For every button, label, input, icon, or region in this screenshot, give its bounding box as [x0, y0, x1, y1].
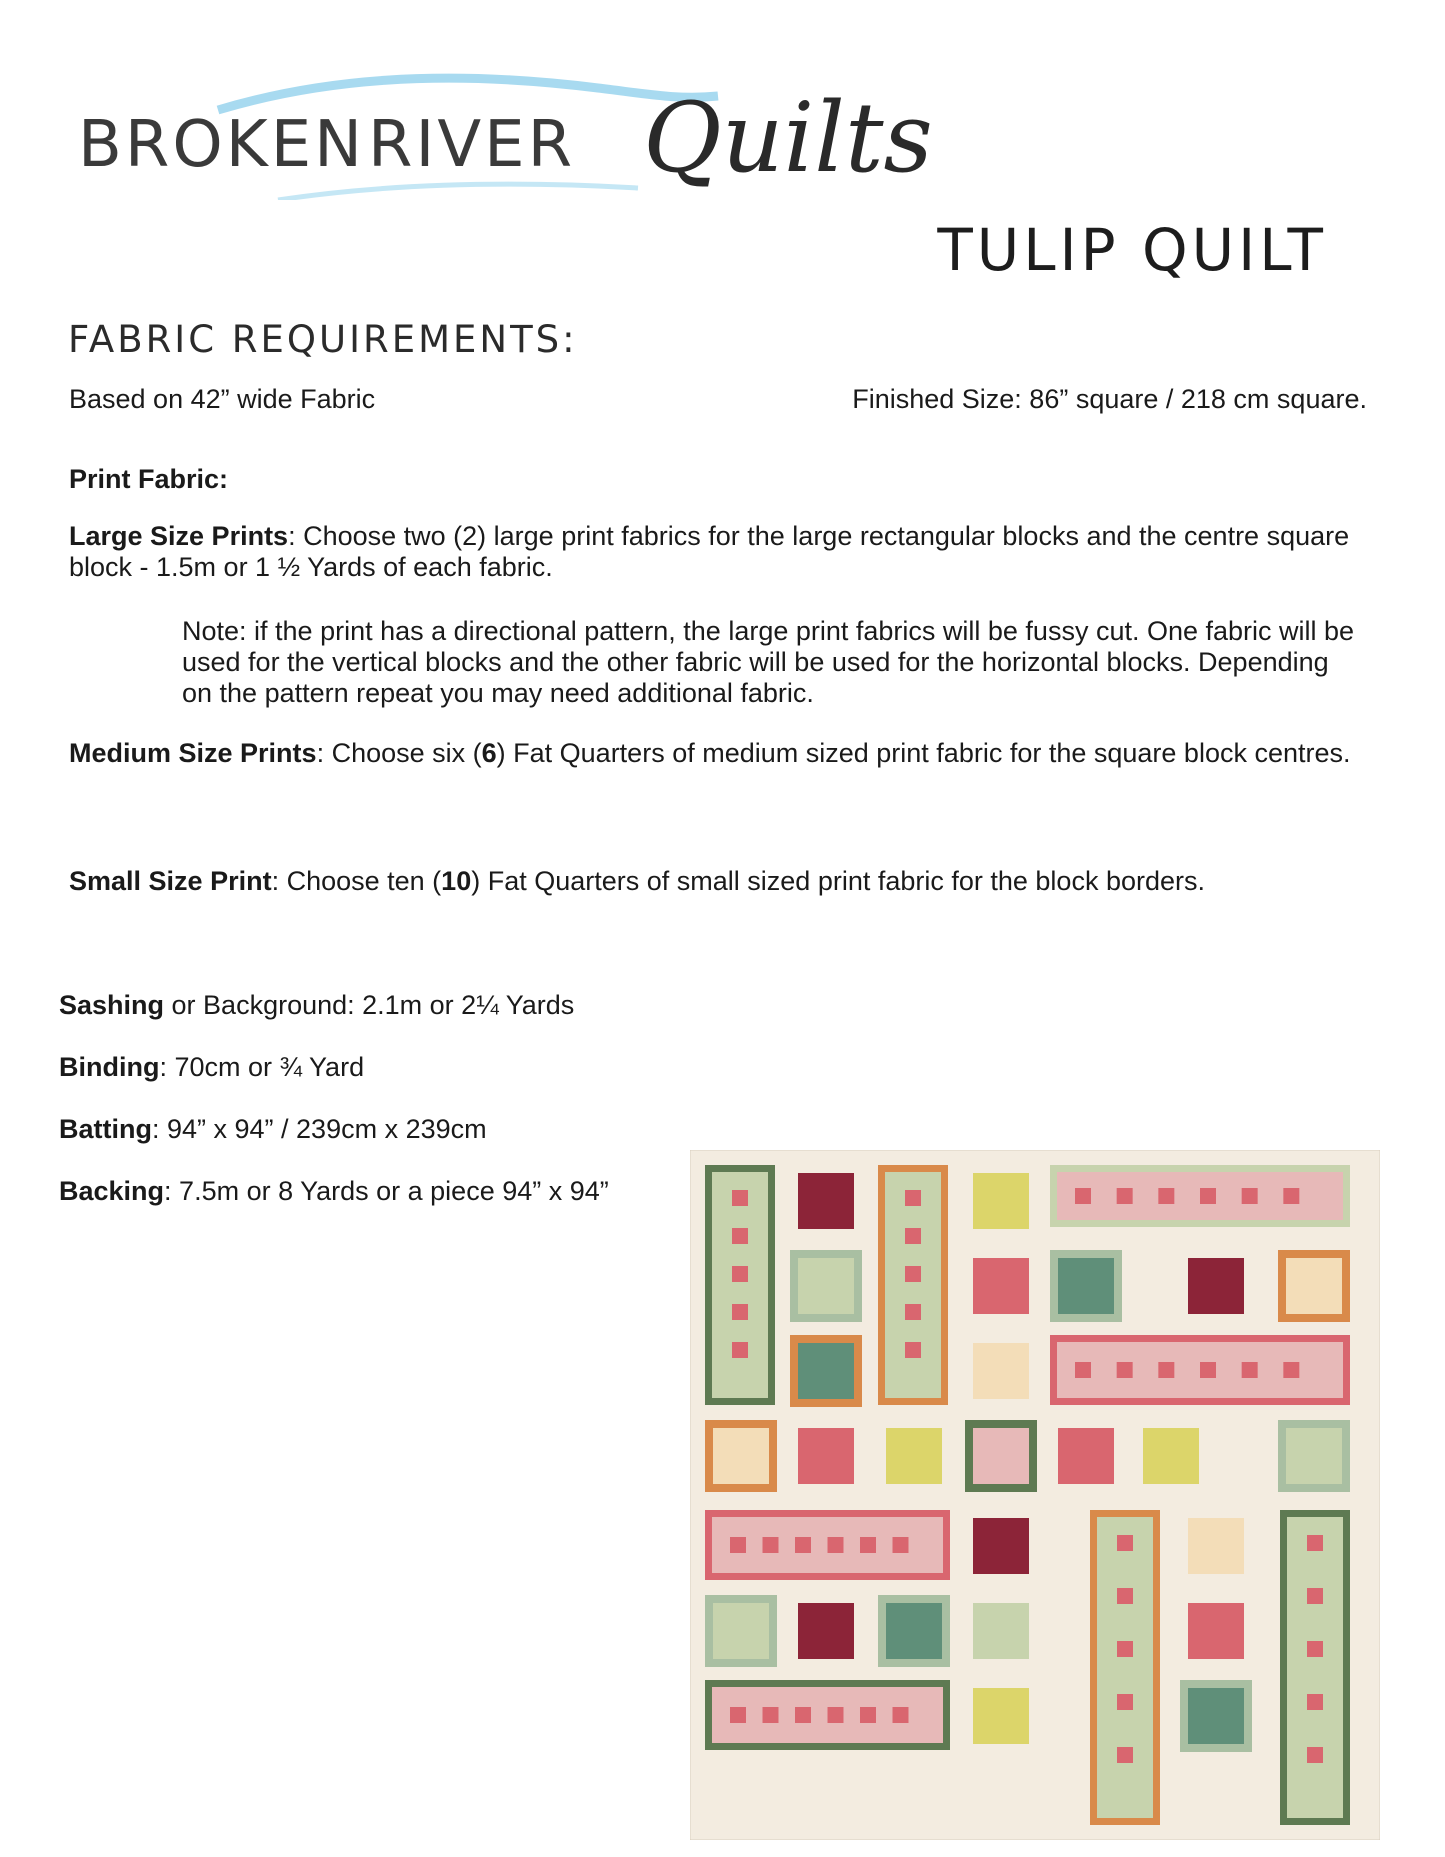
print-fabric-heading: [69, 464, 228, 495]
based-on-text: Based on 42” wide Fabric: [69, 384, 376, 414]
quilt-floral-motif: [1307, 1588, 1323, 1604]
medium-prints-label: Medium Size Prints: [69, 738, 317, 768]
print-fabric-label: Print Fabric:: [69, 464, 229, 494]
quilt-floral-motif: [1307, 1641, 1323, 1657]
quilt-floral-motif: [1200, 1362, 1216, 1378]
quilt-floral-motif: [732, 1266, 748, 1282]
quilt-floral-motif: [1283, 1362, 1299, 1378]
quilt-floral-motif: [763, 1537, 779, 1553]
quilt-floral-motif: [1200, 1188, 1216, 1204]
backing-text: : 7.5m or 8 Yards or a piece 94” x 94”: [164, 1176, 609, 1206]
quilt-floral-motif: [732, 1342, 748, 1358]
quilt-floral-motif: [1307, 1694, 1323, 1710]
quilt-square-center: [713, 1428, 769, 1484]
quilt-illustration: [690, 1150, 1380, 1840]
large-prints-text: : Choose two (2) large print fabrics for the large rectangular blocks and the centre square block - 1.5m or 1 ½ Yards of each fabric.: [69, 521, 1350, 582]
page-title: TULIP QUILT: [937, 216, 1327, 284]
quilt-floral-motif: [1242, 1188, 1258, 1204]
quilt-square-center: [973, 1603, 1029, 1659]
binding-line: [59, 1052, 364, 1083]
quilt-floral-motif: [860, 1537, 876, 1553]
quilt-floral-motif: [828, 1707, 844, 1723]
batting-label: Batting: [59, 1114, 152, 1144]
quilt-floral-motif: [1307, 1747, 1323, 1763]
quilt-square-center: [1188, 1518, 1244, 1574]
medium-prints-text-b: ) Fat Quarters of medium sized print fabric for the square block centres.: [496, 738, 1351, 768]
quilt-floral-motif: [828, 1537, 844, 1553]
medium-prints-text-a: : Choose six (: [316, 738, 482, 768]
small-prints-paragraph: [69, 866, 1389, 897]
sashing-line: [59, 990, 574, 1021]
quilt-floral-motif: [1075, 1362, 1091, 1378]
quilt-floral-motif: [905, 1190, 921, 1206]
quilt-square-center: [1286, 1258, 1342, 1314]
backing-label: Backing: [59, 1176, 165, 1206]
batting-text: : 94” x 94” / 239cm x 239cm: [151, 1114, 487, 1144]
quilt-floral-motif: [1307, 1535, 1323, 1551]
quilt-floral-strip: [1097, 1517, 1153, 1818]
quilt-floral-motif: [905, 1342, 921, 1358]
quilt-floral-motif: [1117, 1588, 1133, 1604]
large-prints-label: Large Size Prints: [69, 521, 289, 551]
quilt-square-center: [973, 1173, 1029, 1229]
quilt-square-center: [973, 1688, 1029, 1744]
quilt-floral-motif: [732, 1304, 748, 1320]
quilt-floral-motif: [905, 1304, 921, 1320]
quilt-floral-motif: [1117, 1188, 1133, 1204]
sashing-label: Sashing: [59, 990, 165, 1020]
quilt-square-center: [973, 1343, 1029, 1399]
quilt-floral-motif: [905, 1228, 921, 1244]
quilt-floral-motif: [1283, 1188, 1299, 1204]
quilt-floral-motif: [732, 1228, 748, 1244]
quilt-square-center: [798, 1173, 854, 1229]
quilt-floral-motif: [795, 1537, 811, 1553]
quilt-square-center: [798, 1603, 854, 1659]
quilt-square-center: [1188, 1688, 1244, 1744]
quilt-floral-motif: [905, 1266, 921, 1282]
small-prints-text-a: : Choose ten (: [271, 866, 442, 896]
sashing-text: or Background: 2.1m or 2¼ Yards: [164, 990, 575, 1020]
small-prints-count: 10: [441, 866, 472, 896]
logo-word-quilts: Quilts: [643, 82, 933, 194]
quilt-floral-motif: [1075, 1188, 1091, 1204]
quilt-floral-motif: [730, 1537, 746, 1553]
quilt-floral-motif: [1158, 1188, 1174, 1204]
quilt-square-center: [973, 1518, 1029, 1574]
binding-text: : 70cm or ¾ Yard: [159, 1052, 365, 1082]
batting-line: [59, 1114, 487, 1145]
quilt-floral-motif: [795, 1707, 811, 1723]
quilt-floral-motif: [763, 1707, 779, 1723]
quilt-floral-motif: [732, 1190, 748, 1206]
quilt-square-center: [1058, 1258, 1114, 1314]
large-prints-paragraph: [69, 521, 1359, 583]
quilt-floral-motif: [1242, 1362, 1258, 1378]
quilt-floral-motif: [1117, 1362, 1133, 1378]
quilt-square-center: [798, 1258, 854, 1314]
finished-size-text: Finished Size: 86” square / 218 cm square.: [852, 384, 1367, 414]
quilt-square-center: [886, 1603, 942, 1659]
note-paragraph: Note: if the print has a directional pattern, the large print fabrics will be fussy cut. One fabric will be used for the vertical blocks and the other fabric will be used for the horizontal blocks. Depending on the pattern repeat you may need additional fabric.: [182, 616, 1355, 708]
small-prints-label: Small Size Print: [69, 866, 272, 896]
medium-prints-paragraph: [69, 738, 1359, 769]
logo-word-river: RIVER: [368, 108, 576, 182]
quilt-floral-motif: [1117, 1747, 1133, 1763]
section-heading: FABRIC REQUIREMENTS:: [68, 318, 578, 361]
logo-word-broken: BROKEN: [78, 108, 366, 182]
quilt-floral-motif: [893, 1537, 909, 1553]
quilt-square-center: [1286, 1428, 1342, 1484]
broken-river-quilts-logo: [78, 70, 933, 200]
small-prints-text-b: ) Fat Quarters of small sized print fabric for the block borders.: [471, 866, 1205, 896]
quilt-square-center: [798, 1428, 854, 1484]
quilt-floral-motif: [1117, 1641, 1133, 1657]
quilt-square-center: [1188, 1258, 1244, 1314]
quilt-floral-motif: [1117, 1535, 1133, 1551]
quilt-square-center: [973, 1258, 1029, 1314]
quilt-square-center: [1188, 1603, 1244, 1659]
quilt-square-center: [973, 1428, 1029, 1484]
quilt-floral-motif: [1158, 1362, 1174, 1378]
quilt-floral-motif: [860, 1707, 876, 1723]
backing-line: [59, 1176, 609, 1207]
quilt-square-center: [798, 1343, 854, 1399]
quilt-square-center: [713, 1603, 769, 1659]
quilt-floral-motif: [1117, 1694, 1133, 1710]
quilt-floral-motif: [730, 1707, 746, 1723]
quilt-square-center: [1058, 1428, 1114, 1484]
binding-label: Binding: [59, 1052, 160, 1082]
quilt-square-center: [1143, 1428, 1199, 1484]
quilt-floral-strip: [1287, 1517, 1343, 1818]
medium-prints-count: 6: [481, 738, 497, 768]
quilt-floral-motif: [893, 1707, 909, 1723]
quilt-square-center: [886, 1428, 942, 1484]
